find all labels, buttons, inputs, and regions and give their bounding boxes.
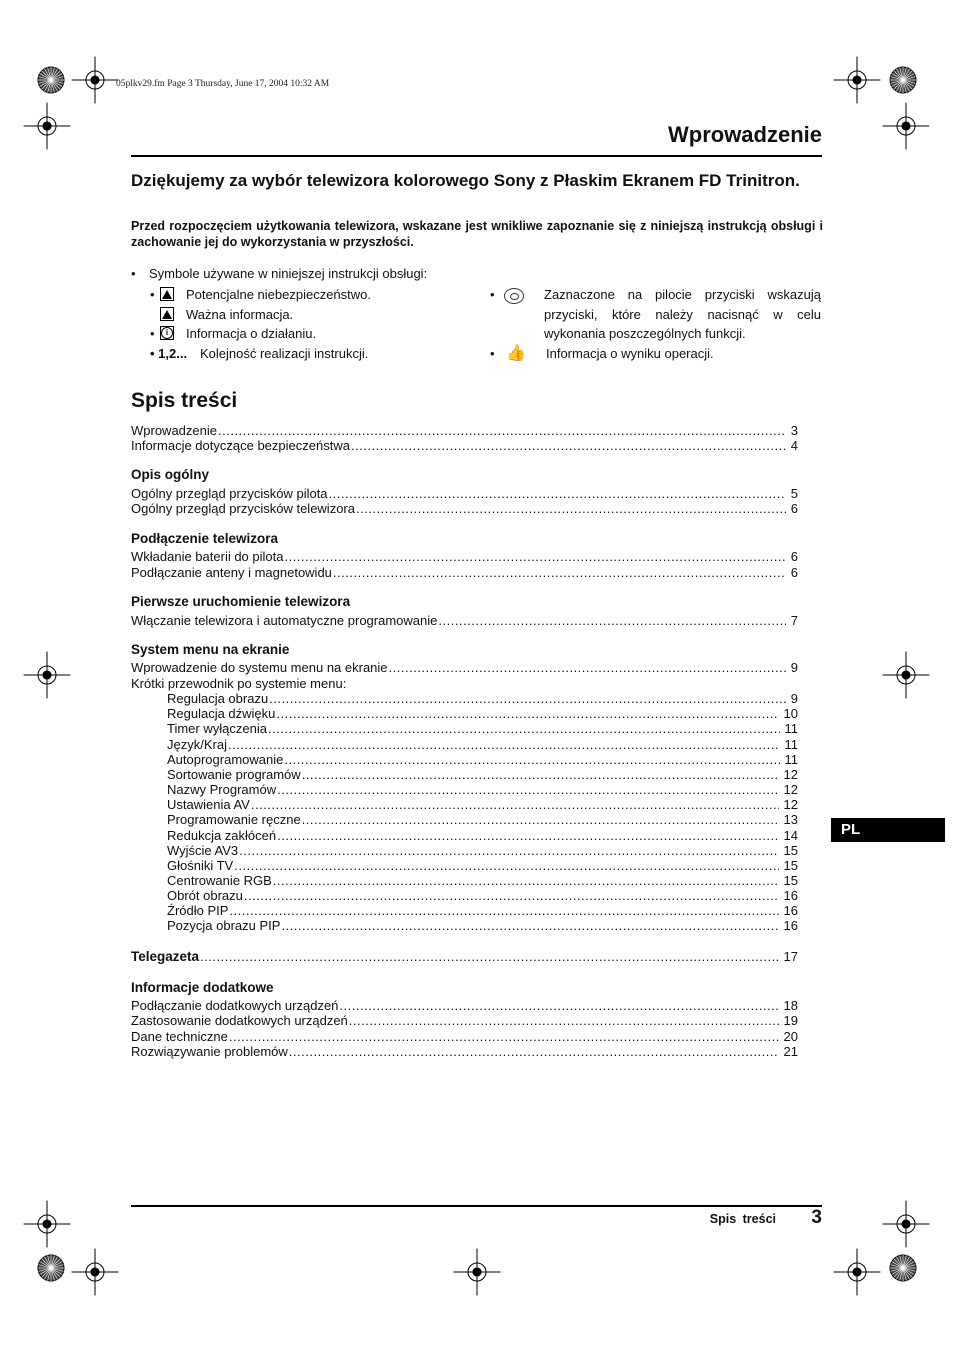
toc-entry[interactable]: Wprowadzenie do systemu menu na ekranie ..... 9 [131, 660, 798, 675]
symbol-item [490, 344, 821, 364]
language-tab: PL [831, 818, 945, 842]
toc-section-heading: Opis ogólny [131, 467, 210, 482]
toc-entry[interactable]: Zastosowanie dodatkowych urządzeń ..... 19 [131, 1013, 798, 1028]
toc-entry[interactable]: Źródło PIP ..... 16 [131, 903, 798, 918]
symbols-heading [131, 266, 427, 281]
bullet: • [490, 345, 495, 361]
toc-subheading: Krótki przewodnik po systemie menu: [131, 676, 347, 691]
toc-entry[interactable]: Pozycja obrazu PIP ..... 16 [131, 918, 798, 933]
symbols-left-column [150, 285, 470, 363]
toc-entry[interactable]: Timer wyłączenia ..... 11 [131, 721, 798, 736]
symbol-item [150, 324, 470, 344]
toc-entry[interactable]: Język/Kraj ..... 11 [131, 737, 798, 752]
toc-entry[interactable]: Regulacja obrazu ..... 9 [131, 691, 798, 706]
symbol-item [150, 305, 470, 325]
toc-entry[interactable]: Rozwiązywanie problemów ..... 21 [131, 1044, 798, 1059]
toc-section-heading: Informacje dodatkowe [131, 980, 274, 995]
section-title: Wprowadzenie [667, 122, 822, 147]
toc-section-heading: System menu na ekranie [131, 642, 290, 657]
symbol-item [150, 344, 470, 364]
warning-triangle-icon [160, 287, 174, 301]
symbols-right-column [490, 285, 821, 363]
toc-entry[interactable]: Informacje dotyczące bezpieczeństwa ..... 4 [131, 438, 798, 453]
toc-entry[interactable]: Ogólny przegląd przycisków telewizora ..... 6 [131, 501, 798, 516]
info-icon: i [160, 326, 174, 340]
remote-button-icon [504, 288, 524, 304]
thumbs-up-icon: 👍 [506, 344, 526, 362]
symbol-text: Ważna informacja. [186, 306, 294, 322]
symbol-text: Kolejność realizacji instrukcji. [200, 345, 369, 361]
toc-entry[interactable]: Podłączanie dodatkowych urządzeń ..... 18 [131, 998, 798, 1013]
intro-text: Przed rozpoczęciem użytkowania telewizora, wskazane jest wnikliwe zapoznanie się z niniejszą instrukcją obsługi i zachowanie jej do wykorzystania w przyszłości. [131, 219, 823, 249]
warning-triangle-icon [160, 307, 174, 321]
toc-entry[interactable]: Głośniki TV ..... 15 [131, 858, 798, 873]
title-divider [131, 155, 822, 157]
bullet: • [490, 287, 495, 302]
footer-divider [131, 1205, 822, 1207]
toc-entry[interactable]: Nazwy Programów ..... 12 [131, 782, 798, 797]
toc-entry[interactable]: Obrót obrazu ..... 16 [131, 888, 798, 903]
toc-entry[interactable]: Wprowadzenie ..... 3 [131, 423, 798, 438]
toc-entry[interactable]: Telegazeta ..... 17 [131, 949, 798, 964]
toc-section-heading: Pierwsze uruchomienie telewizora [131, 594, 351, 609]
toc-entry[interactable]: Autoprogramowanie ..... 11 [131, 752, 798, 767]
symbol-text: Informacja o wyniku operacji. [546, 345, 714, 361]
toc-title: Spis treści [131, 389, 238, 412]
step-bullet: • 1,2... [150, 345, 188, 361]
toc-entry[interactable]: Wkładanie baterii do pilota ..... 6 [131, 549, 798, 564]
bullet: • [150, 287, 155, 302]
toc-entry[interactable]: Ustawienia AV ..... 12 [131, 797, 798, 812]
bullet: • [131, 266, 136, 281]
bullet: • [150, 326, 155, 341]
symbol-item [490, 285, 821, 344]
toc-entry[interactable]: Sortowanie programów ..... 12 [131, 767, 798, 782]
toc-entry[interactable]: Włączanie telewizora i automatyczne programowanie ..... 7 [131, 613, 798, 628]
toc-entry[interactable]: Wyjście AV3 ..... 15 [131, 843, 798, 858]
toc-entry[interactable]: Programowanie ręczne ..... 13 [131, 812, 798, 827]
toc-section-heading: Podłączenie telewizora [131, 531, 279, 546]
toc-entry[interactable]: Dane techniczne ..... 20 [131, 1029, 798, 1044]
symbol-text: Zaznaczone na pilocie przyciski wskazują przyciski, które należy nacisnąć w celu wykonania poszczególnych funkcji. [544, 287, 821, 341]
headline: Dziękujemy za wybór telewizora kolorowego Sony z Płaskim Ekranem FD Trinitron. [131, 171, 800, 190]
toc-entry[interactable]: Ogólny przegląd przycisków pilota ..... 5 [131, 486, 798, 501]
symbols-heading-text: Symbole używane w niniejszej instrukcji obsługi: [149, 266, 428, 281]
page-number: 3 [811, 1207, 822, 1228]
toc-entry[interactable]: Redukcja zakłóceń ..... 14 [131, 828, 798, 843]
print-info: 05plkv29.fm Page 3 Thursday, June 17, 2004 10:32 AM [116, 79, 330, 89]
footer-label: Spis treści [709, 1212, 776, 1226]
symbol-text: Informacja o działaniu. [186, 326, 317, 341]
symbol-text: Potencjalne niebezpieczeństwo. [186, 287, 372, 302]
toc-entry[interactable]: Regulacja dźwięku ..... 10 [131, 706, 798, 721]
toc-entry[interactable]: Centrowanie RGB ..... 15 [131, 873, 798, 888]
symbol-item [150, 285, 470, 305]
toc-entry[interactable]: Podłączanie anteny i magnetowidu ..... 6 [131, 565, 798, 580]
